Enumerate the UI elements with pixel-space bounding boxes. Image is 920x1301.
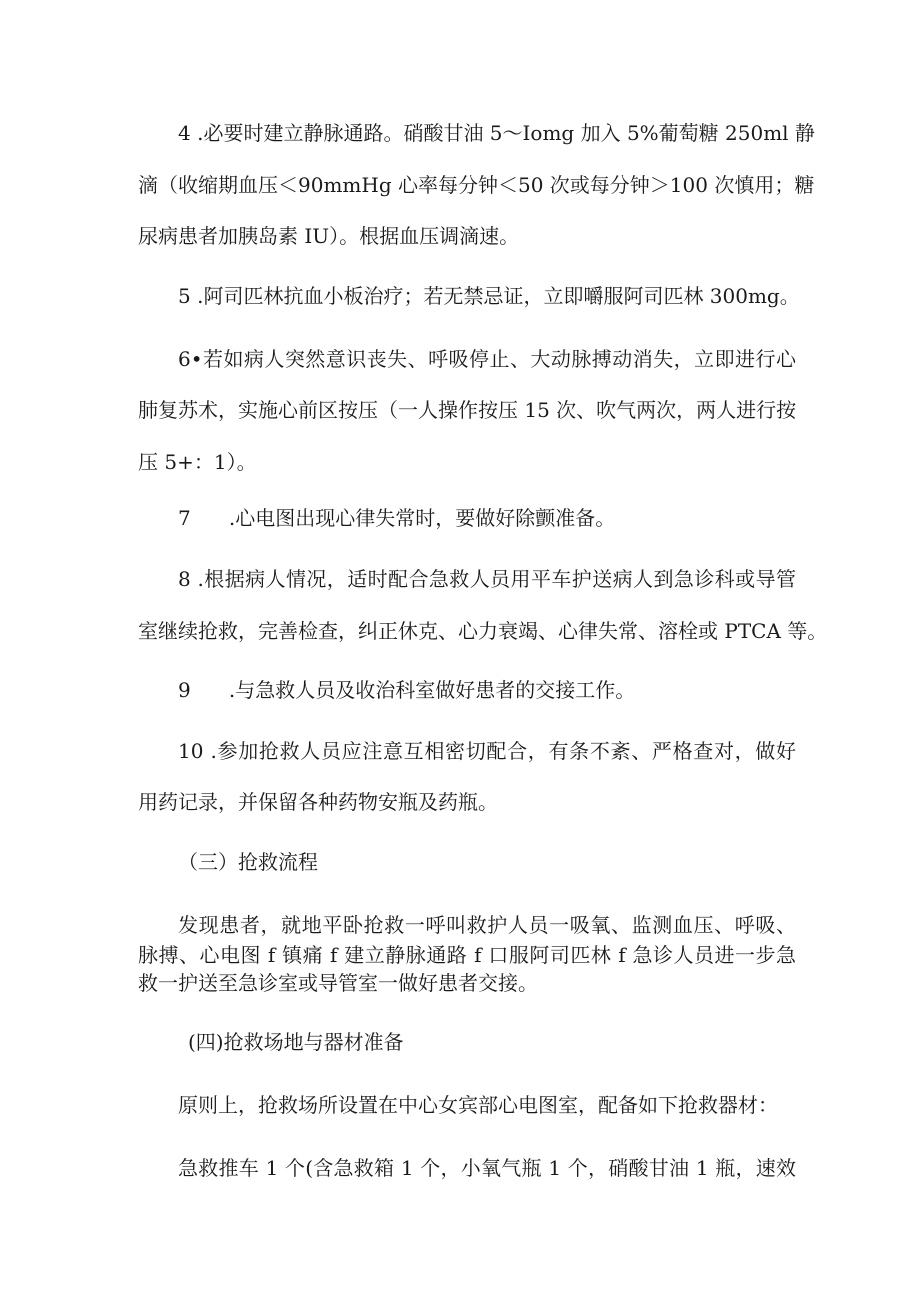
- paragraph-4-line-3: 尿病患者加胰岛素 IU）。根据血压调滴速。: [138, 224, 520, 248]
- rescue-process-line-1: 发现患者，就地平卧抢救一呼叫救护人员一吸氧、监测血压、呼吸、: [178, 913, 796, 937]
- paragraph-7-line-1: 7 .心电图出现心律失常时，要做好除颤准备。: [178, 506, 616, 530]
- paragraph-10-line-2: 用药记录，并保留各种药物安瓶及药瓶。: [138, 790, 498, 814]
- section-heading-site-equipment: (四)抢救场地与器材准备: [188, 1030, 404, 1054]
- paragraph-4-line-1: 4 .必要时建立静脉通路。硝酸甘油 5～Iomg 加入 5%葡萄糖 250ml 静: [178, 121, 815, 145]
- paragraph-10-line-1: 10 .参加抢救人员应注意互相密切配合，有条不紊、严格查对，做好: [178, 739, 796, 763]
- section-heading-rescue-process: （三）抢救流程: [178, 850, 318, 874]
- paragraph-6-line-2: 肺复苏术，实施心前区按压（一人操作按压 15 次、吹气两次，两人进行按: [138, 398, 797, 422]
- rescue-process-line-3: 救一护送至急诊室或导管室一做好患者交接。: [138, 971, 538, 995]
- paragraph-6-line-1: 6•若如病人突然意识丧失、呼吸停止、大动脉搏动消失，立即进行心: [178, 347, 796, 371]
- paragraph-4-line-2: 滴（收缩期血压＜90mmHg 心率每分钟＜50 次或每分钟＞100 次慎用；糖: [138, 173, 815, 197]
- principle-paragraph: 原则上，抢救场所设置在中心女宾部心电图室，配备如下抢救器材：: [178, 1093, 778, 1117]
- paragraph-5-line-1: 5 .阿司匹林抗血小板治疗；若无禁忌证，立即嚼服阿司匹林 300mg。: [178, 284, 800, 308]
- paragraph-8-line-2: 室继续抢救，完善检查，纠正休克、心力衰竭、心律失常、溶栓或 PTCA 等。: [138, 619, 828, 643]
- paragraph-9-line-1: 9 .与急救人员及收治科室做好患者的交接工作。: [178, 678, 636, 702]
- rescue-process-line-2: 脉搏、心电图 f 镇痛 f 建立静脉通路 f 口服阿司匹林 f 急诊人员进一步急: [138, 943, 796, 967]
- equipment-paragraph-line-1: 急救推车 1 个(含急救箱 1 个，小氧气瓶 1 个，硝酸甘油 1 瓶，速效: [178, 1156, 796, 1180]
- paragraph-6-line-3: 压 5+：1）。: [138, 450, 257, 474]
- paragraph-8-line-1: 8 .根据病人情况，适时配合急救人员用平车护送病人到急诊科或导管: [178, 567, 796, 591]
